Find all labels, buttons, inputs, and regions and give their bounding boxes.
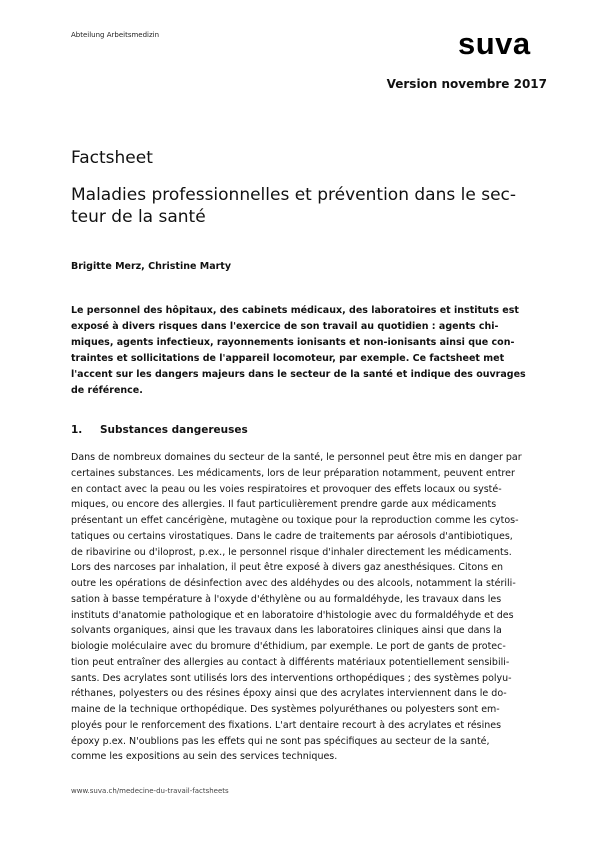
body-line: Dans de nombreux domaines du secteur de la santé, le personnel peut être mis en danger par [71,452,522,463]
abstract-line: de référence. [71,385,143,396]
version-label: Version novembre 2017 [386,77,547,91]
abstract-line: exposé à divers risques dans l'exercice de son travail au quotidien : agents chi- [71,321,499,332]
abstract-line: traintes et sollicitations de l'appareil locomoteur, par exemple. Ce factsheet met [71,353,505,364]
section-number: 1. [71,424,83,436]
body-line: certaines substances. Les médicaments, lors de leur préparation notamment, peuvent entrer [71,467,515,479]
authors: Brigitte Merz, Christine Marty [71,261,232,272]
body-line: outre les opérations de désinfection avec des aldéhydes ou des alcools, notamment la stérili- [71,578,516,589]
document-title [71,184,551,228]
abstract-line: miques, agents infectieux, rayonnements ionisants et non-ionisants ainsi que con- [71,337,515,348]
department-label: Abteilung Arbeitsmedizin [71,31,160,39]
body-line: maine de la technique orthopédique. Des systèmes polyuréthanes ou polyesters sont em- [71,704,500,715]
title-line: teur de la santé [71,207,206,227]
abstract-line: Le personnel des hôpitaux, des cabinets médicaux, des laboratoires et instituts est [71,305,519,316]
body-line: présentant un effet cancérigène, mutagène ou toxique pour la reproduction comme les cytos- [71,515,519,526]
section-title: Substances dangereuses [100,424,248,436]
suva-logo: suva [458,26,531,61]
body-line: solvants organiques, ainsi que les travaux dans les laboratoires cliniques ainsi que dans la [71,625,502,637]
body-line: sation à basse température à l'oxyde d'éthylène ou au formaldéhyde, les travaux dans les [71,593,502,605]
body-line: Lors des narcoses par inhalation, il peut être exposé à divers gaz anesthésiques. Citons en [71,562,504,574]
body-line: tatiques ou certains virostatiques. Dans le cadre de traitements par aérosols d'antibiotiques, [71,530,513,542]
body-line: réthanes, polyesters ou des résines époxy ainsi que des acrylates interviennent dans le do- [71,688,507,700]
body-line: instituts d'anatomie pathologique et en laboratoire d'histologie avec du formaldéhyde et des [71,609,514,621]
section-body [71,450,551,765]
body-line: biologie moléculaire avec du bromure d'éthidium, par exemple. Le port de gants de protec- [71,641,506,652]
body-line: ployés pour le renforcement des fixations. L'art dentaire recourt à des acrylates et résines [71,719,502,731]
abstract-line: l'accent sur les dangers majeurs dans le secteur de la santé et indique des ouvrages [71,369,526,380]
body-line: sants. Des acrylates sont utilisés lors des interventions orthopédiques ; des systèmes polyu- [71,672,512,684]
body-line: époxy p.ex. N'oublions pas les effets qui ne sont pas spécifiques au secteur de la santé, [71,735,490,747]
body-line: tion peut entraîner des allergies au contact à différents matériaux potentiellement sensibili- [71,656,510,668]
section-heading [71,424,248,436]
title-line: Maladies professionnelles et prévention dans le sec- [71,185,517,205]
body-line: de ribavirine ou d'iloprost, p.ex., le personnel risque d'inhaler directement les médicaments. [71,546,512,558]
document-type: Factsheet [71,148,153,168]
body-line: en contact avec la peau ou les voies respiratoires et provoquer des effets locaux ou systé- [71,483,502,495]
body-line: comme les expositions au sein des services techniques. [71,751,338,763]
body-line: miques, ou encore des allergies. Il faut particulièrement prendre garde aux médicaments [71,499,497,511]
footer-url[interactable]: www.suva.ch/medecine-du-travail-factsheets [71,787,229,795]
abstract [71,303,551,399]
